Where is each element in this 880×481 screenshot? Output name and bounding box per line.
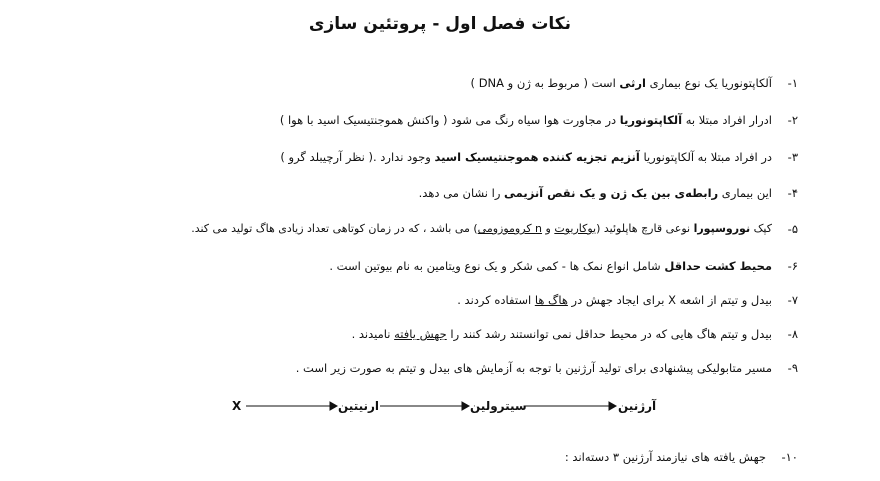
item-number: -۵: [787, 222, 798, 236]
item-underlined-text: n کروموزومی: [477, 222, 543, 235]
item-text: را نشان می دهد.: [418, 186, 505, 200]
item-text: نامیدند .: [351, 327, 395, 341]
list-item: [80, 74, 772, 92]
item-text: شامل انواع نمک ها - کمی شکر و یک نوع ویتامین به نام بیوتین است .: [329, 259, 665, 273]
item-text: مسیر متابولیکی پیشنهادی برای تولید آرژنین با توجه به آزمایش های بیدل و تیتم به صورت زیر است .: [295, 361, 772, 375]
item-text: در افراد مبتلا به آلکاپتونوریا: [639, 150, 772, 164]
item-text: DNA: [478, 76, 505, 90]
item-text: نوعی قارچ هاپلوئید (: [596, 222, 694, 235]
item-bold-text: آلکاپتونوریا: [619, 113, 683, 127]
item-bold-text: محیط کشت حداقل: [664, 259, 772, 273]
list-item: [80, 325, 772, 343]
item-text: بیدل و تیتم از اشعه X برای ایجاد جهش در: [567, 293, 772, 307]
list-item: [80, 448, 766, 466]
item-number: -۷: [787, 293, 798, 307]
item-text: استفاده کردند .: [457, 293, 535, 307]
list-item: [80, 291, 772, 309]
item-text: در مجاورت هوا سیاه رنگ می شود ( واکنش هموجنتیسیک اسید با هوا ): [279, 113, 620, 127]
item-bold-text: رابطه‌ی بین یک ژن و یک نقص آنزیمی: [504, 186, 719, 200]
item-text: این بیماری: [718, 186, 772, 200]
item-text: ادرار افراد مبتلا به: [682, 113, 772, 127]
item-number: -۱۰: [781, 450, 798, 464]
pathway-node-citrulline: سیترولین: [470, 399, 527, 413]
list-item: [80, 148, 772, 166]
item-text: آلکاپتونوریا یک نوع بیماری: [645, 76, 772, 90]
item-bold-text: نوروسپورا: [693, 222, 751, 235]
item-number: -۳: [787, 150, 798, 164]
arginine-pathway: [226, 396, 676, 418]
list-item: [60, 220, 772, 238]
item-number: -۴: [787, 186, 798, 200]
list-item: [80, 111, 772, 129]
list-item: [80, 359, 772, 377]
item-bold-text: آنزیم تجزیه کننده هموجنتیسیک اسید: [434, 150, 640, 164]
pathway-arrows: [226, 396, 676, 418]
item-number: -۹: [787, 361, 798, 375]
item-number: -۸: [787, 327, 798, 341]
item-text: وجود ندارد .( نظر آرچیبلد گرو ): [280, 150, 435, 164]
item-text: و: [542, 222, 555, 235]
item-underlined-text: هاگ ها: [534, 293, 568, 307]
item-number: -۲: [787, 113, 798, 127]
item-text: ): [470, 76, 479, 90]
item-number: -۱: [787, 76, 798, 90]
item-text: بیدل و تیتم هاگ هایی که در محیط حداقل نمی توانستند رشد کنند را: [446, 327, 772, 341]
item-underlined-text: یوکاریوت: [554, 222, 597, 235]
pathway-node-arginine: آرژنین: [618, 399, 657, 413]
item-number: -۶: [787, 259, 798, 273]
list-item: [80, 257, 772, 275]
item-text: کپک: [750, 222, 772, 235]
pathway-node-x: X: [232, 399, 242, 413]
item-text: جهش یافته های نیازمند آرژنین ۳ دسته‌اند :: [564, 450, 766, 464]
list-item: [80, 184, 772, 202]
item-text: ) می باشد ، که در زمان کوتاهی تعداد زیادی هاگ تولید می کند.: [191, 222, 478, 235]
page-title: نکات فصل اول - پروتئین سازی: [308, 14, 572, 34]
pathway-node-ornithine: ارنیتین: [338, 399, 380, 413]
item-bold-text: ارثی: [619, 76, 646, 90]
item-text: است ( مربوط به ژن و: [504, 76, 620, 90]
item-underlined-text: جهش یافته: [394, 327, 447, 341]
